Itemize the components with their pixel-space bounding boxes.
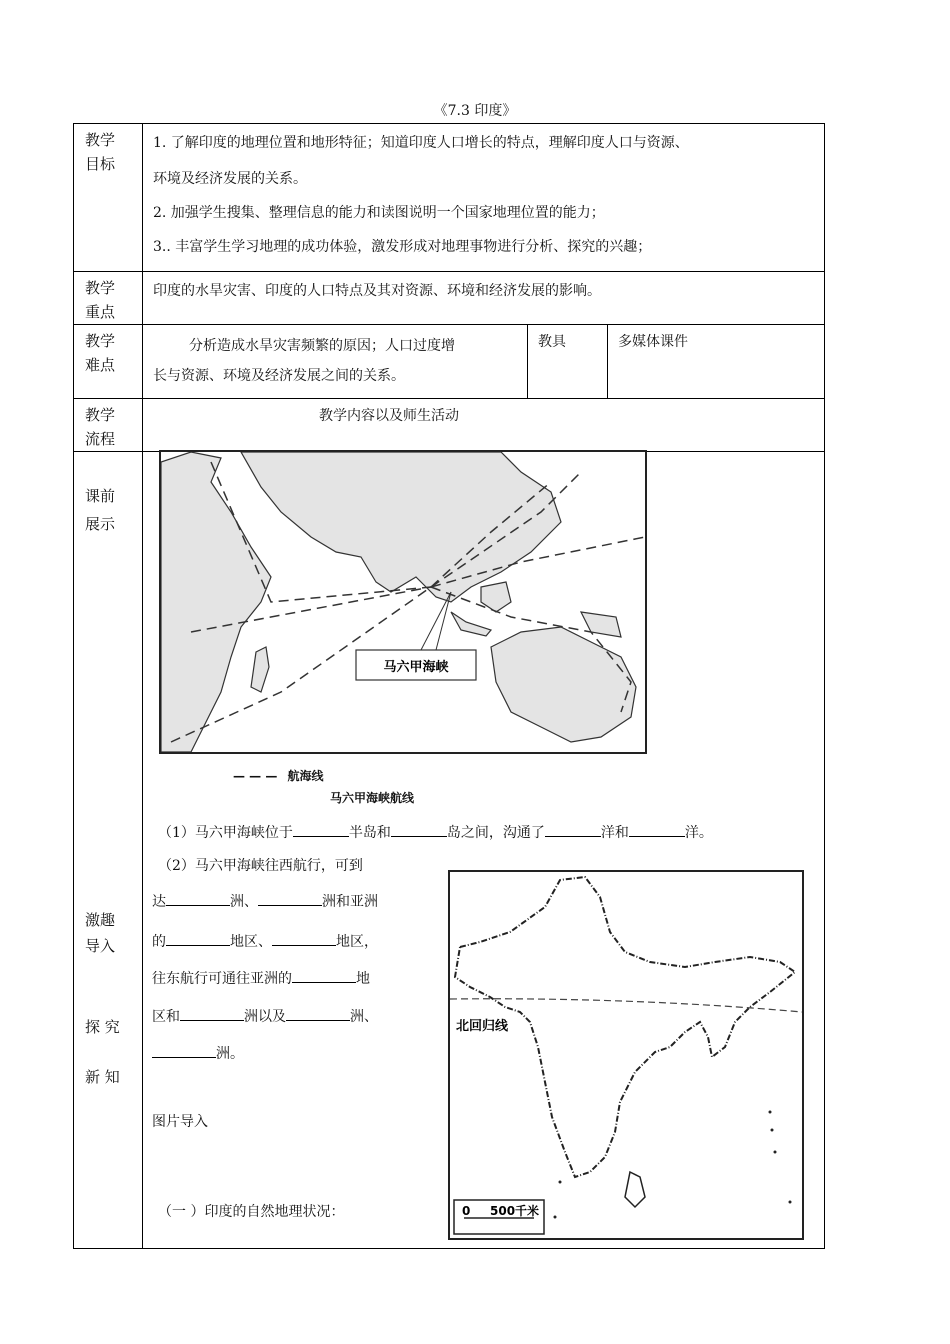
island-dot — [554, 1216, 557, 1219]
question-text: 洲、 — [350, 1009, 378, 1025]
question-text: 区和 — [152, 1009, 180, 1025]
label-line: 难点 — [85, 356, 116, 374]
question-line — [152, 931, 378, 951]
map1-caption: 马六甲海峡航线 — [330, 791, 415, 805]
label-line: 探 究 — [85, 1018, 120, 1036]
objectives-content — [143, 124, 825, 272]
answer-blank[interactable] — [391, 822, 447, 837]
dashed-line-icon: — — — — [233, 769, 278, 783]
scale-zero: 0 — [462, 1204, 471, 1218]
island-dot — [774, 1151, 777, 1154]
question-text: 洋和 — [600, 825, 629, 841]
question-text: 地 — [356, 971, 370, 987]
difficulties-line: 长与资源、环境及经济发展之间的关系。 — [153, 368, 405, 384]
label-line: 导入 — [85, 937, 116, 955]
answer-blank[interactable] — [293, 822, 349, 837]
route-map-svg — [161, 452, 645, 752]
question-text: 洲和亚洲 — [322, 894, 378, 910]
answer-blank[interactable] — [180, 1006, 244, 1021]
answer-blank[interactable] — [545, 822, 601, 837]
label-line: 激趣 — [85, 911, 116, 929]
difficulties-row — [74, 325, 825, 399]
malacca-strait-map — [159, 450, 647, 754]
process-header: 教学内容以及师生活动 — [143, 399, 825, 452]
side-labels — [74, 452, 143, 1249]
africa-landmass — [161, 452, 271, 752]
document-title: 《7.3 印度》 — [433, 103, 517, 119]
label-line: 教学 — [85, 332, 116, 350]
answer-blank[interactable] — [272, 931, 336, 946]
process-label — [74, 399, 143, 452]
question-text: 岛之间，沟通了 — [446, 825, 545, 841]
scale-value: 500千米 — [490, 1204, 540, 1218]
key-points-label — [74, 272, 143, 325]
objective-item: 环境及经济发展的关系。 — [153, 171, 307, 187]
label-line: 教学 — [85, 406, 116, 424]
strait-label: 马六甲海峡 — [383, 660, 449, 675]
answer-blank[interactable] — [286, 1006, 350, 1021]
label-line: 教学 — [85, 279, 116, 297]
legend — [233, 767, 324, 784]
process-row — [74, 399, 825, 452]
difficulties-line: 分析造成水旱灾害频繁的原因；人口过度增 — [189, 338, 455, 354]
explore-label — [85, 1002, 120, 1102]
objective-item: 1. 了解印度的地理位置和地形特征；知道印度人口增长的特点，理解印度人口与资源、 — [153, 135, 689, 151]
legend-label: 航海线 — [287, 769, 324, 783]
pre-class-label — [85, 482, 115, 538]
java-island — [451, 612, 491, 636]
label-line: 教学 — [85, 131, 116, 149]
question-text: 的 — [152, 934, 166, 950]
borneo-island — [481, 582, 511, 612]
difficulties-text — [143, 325, 528, 399]
key-points-text: 印度的水旱灾害、印度的人口特点及其对资源、环境和经济发展的影响。 — [143, 272, 825, 325]
tools-value: 多媒体课件 — [608, 325, 825, 399]
island-dot — [769, 1111, 772, 1114]
label-line: 课前 — [85, 487, 116, 505]
madagascar-landmass — [251, 647, 269, 692]
image-intro-label: 图片导入 — [152, 1114, 208, 1130]
intro-label — [85, 907, 115, 959]
question-line — [152, 968, 370, 988]
tropic-label: 北回归线 — [456, 1019, 509, 1034]
answer-blank[interactable] — [166, 931, 230, 946]
island-dot — [771, 1129, 774, 1132]
question-1 — [158, 822, 713, 842]
question-text: 洲、 — [230, 894, 258, 910]
question-line — [152, 1043, 244, 1063]
question-text: 往东航行可通往亚洲的 — [152, 971, 292, 987]
india-map — [448, 870, 804, 1240]
answer-blank[interactable] — [258, 891, 322, 906]
question-text: （1）马六甲海峡位于 — [158, 825, 293, 841]
strait-pointer — [436, 592, 451, 650]
india-map-svg — [450, 872, 802, 1238]
question-line — [152, 891, 378, 911]
answer-blank[interactable] — [166, 891, 230, 906]
sri-lanka-outline — [625, 1172, 645, 1207]
key-points-row — [74, 272, 825, 325]
label-line: 重点 — [85, 303, 116, 321]
question-text: 洲。 — [216, 1046, 244, 1062]
island-dot — [789, 1201, 792, 1204]
objective-item: 2. 加强学生搜集、整理信息的能力和读图说明一个国家地理位置的能力； — [153, 205, 605, 221]
section-heading: （一 ）印度的自然地理状况： — [158, 1204, 345, 1220]
question-text: （2）马六甲海峡往西航行，可到 — [158, 858, 363, 874]
question-text: 半岛和 — [348, 825, 391, 841]
label-line: 展示 — [85, 515, 116, 533]
objectives-label — [74, 124, 143, 272]
asia-landmass — [241, 452, 561, 602]
answer-blank[interactable] — [152, 1043, 216, 1058]
tools-label: 教具 — [528, 325, 608, 399]
label-line: 目标 — [85, 155, 116, 173]
question-text: 达 — [152, 894, 166, 910]
label-line: 流程 — [85, 430, 116, 448]
question-line — [152, 1006, 378, 1026]
difficulties-label — [74, 325, 143, 399]
strait-pointer — [421, 592, 451, 650]
question-text: 地区、 — [230, 934, 272, 950]
objectives-row — [74, 124, 825, 272]
label-line: 新 知 — [85, 1068, 120, 1086]
question-text: 洋。 — [684, 825, 713, 841]
objective-item: 3.. 丰富学生学习地理的成功体验，激发形成对地理事物进行分析、探究的兴趣； — [153, 239, 652, 255]
question-text: 洲以及 — [244, 1009, 286, 1025]
new-guinea-island — [581, 612, 621, 637]
answer-blank[interactable] — [629, 822, 685, 837]
answer-blank[interactable] — [292, 968, 356, 983]
question-text: 地区， — [336, 934, 378, 950]
island-dot — [559, 1181, 562, 1184]
australia-landmass — [491, 627, 636, 742]
